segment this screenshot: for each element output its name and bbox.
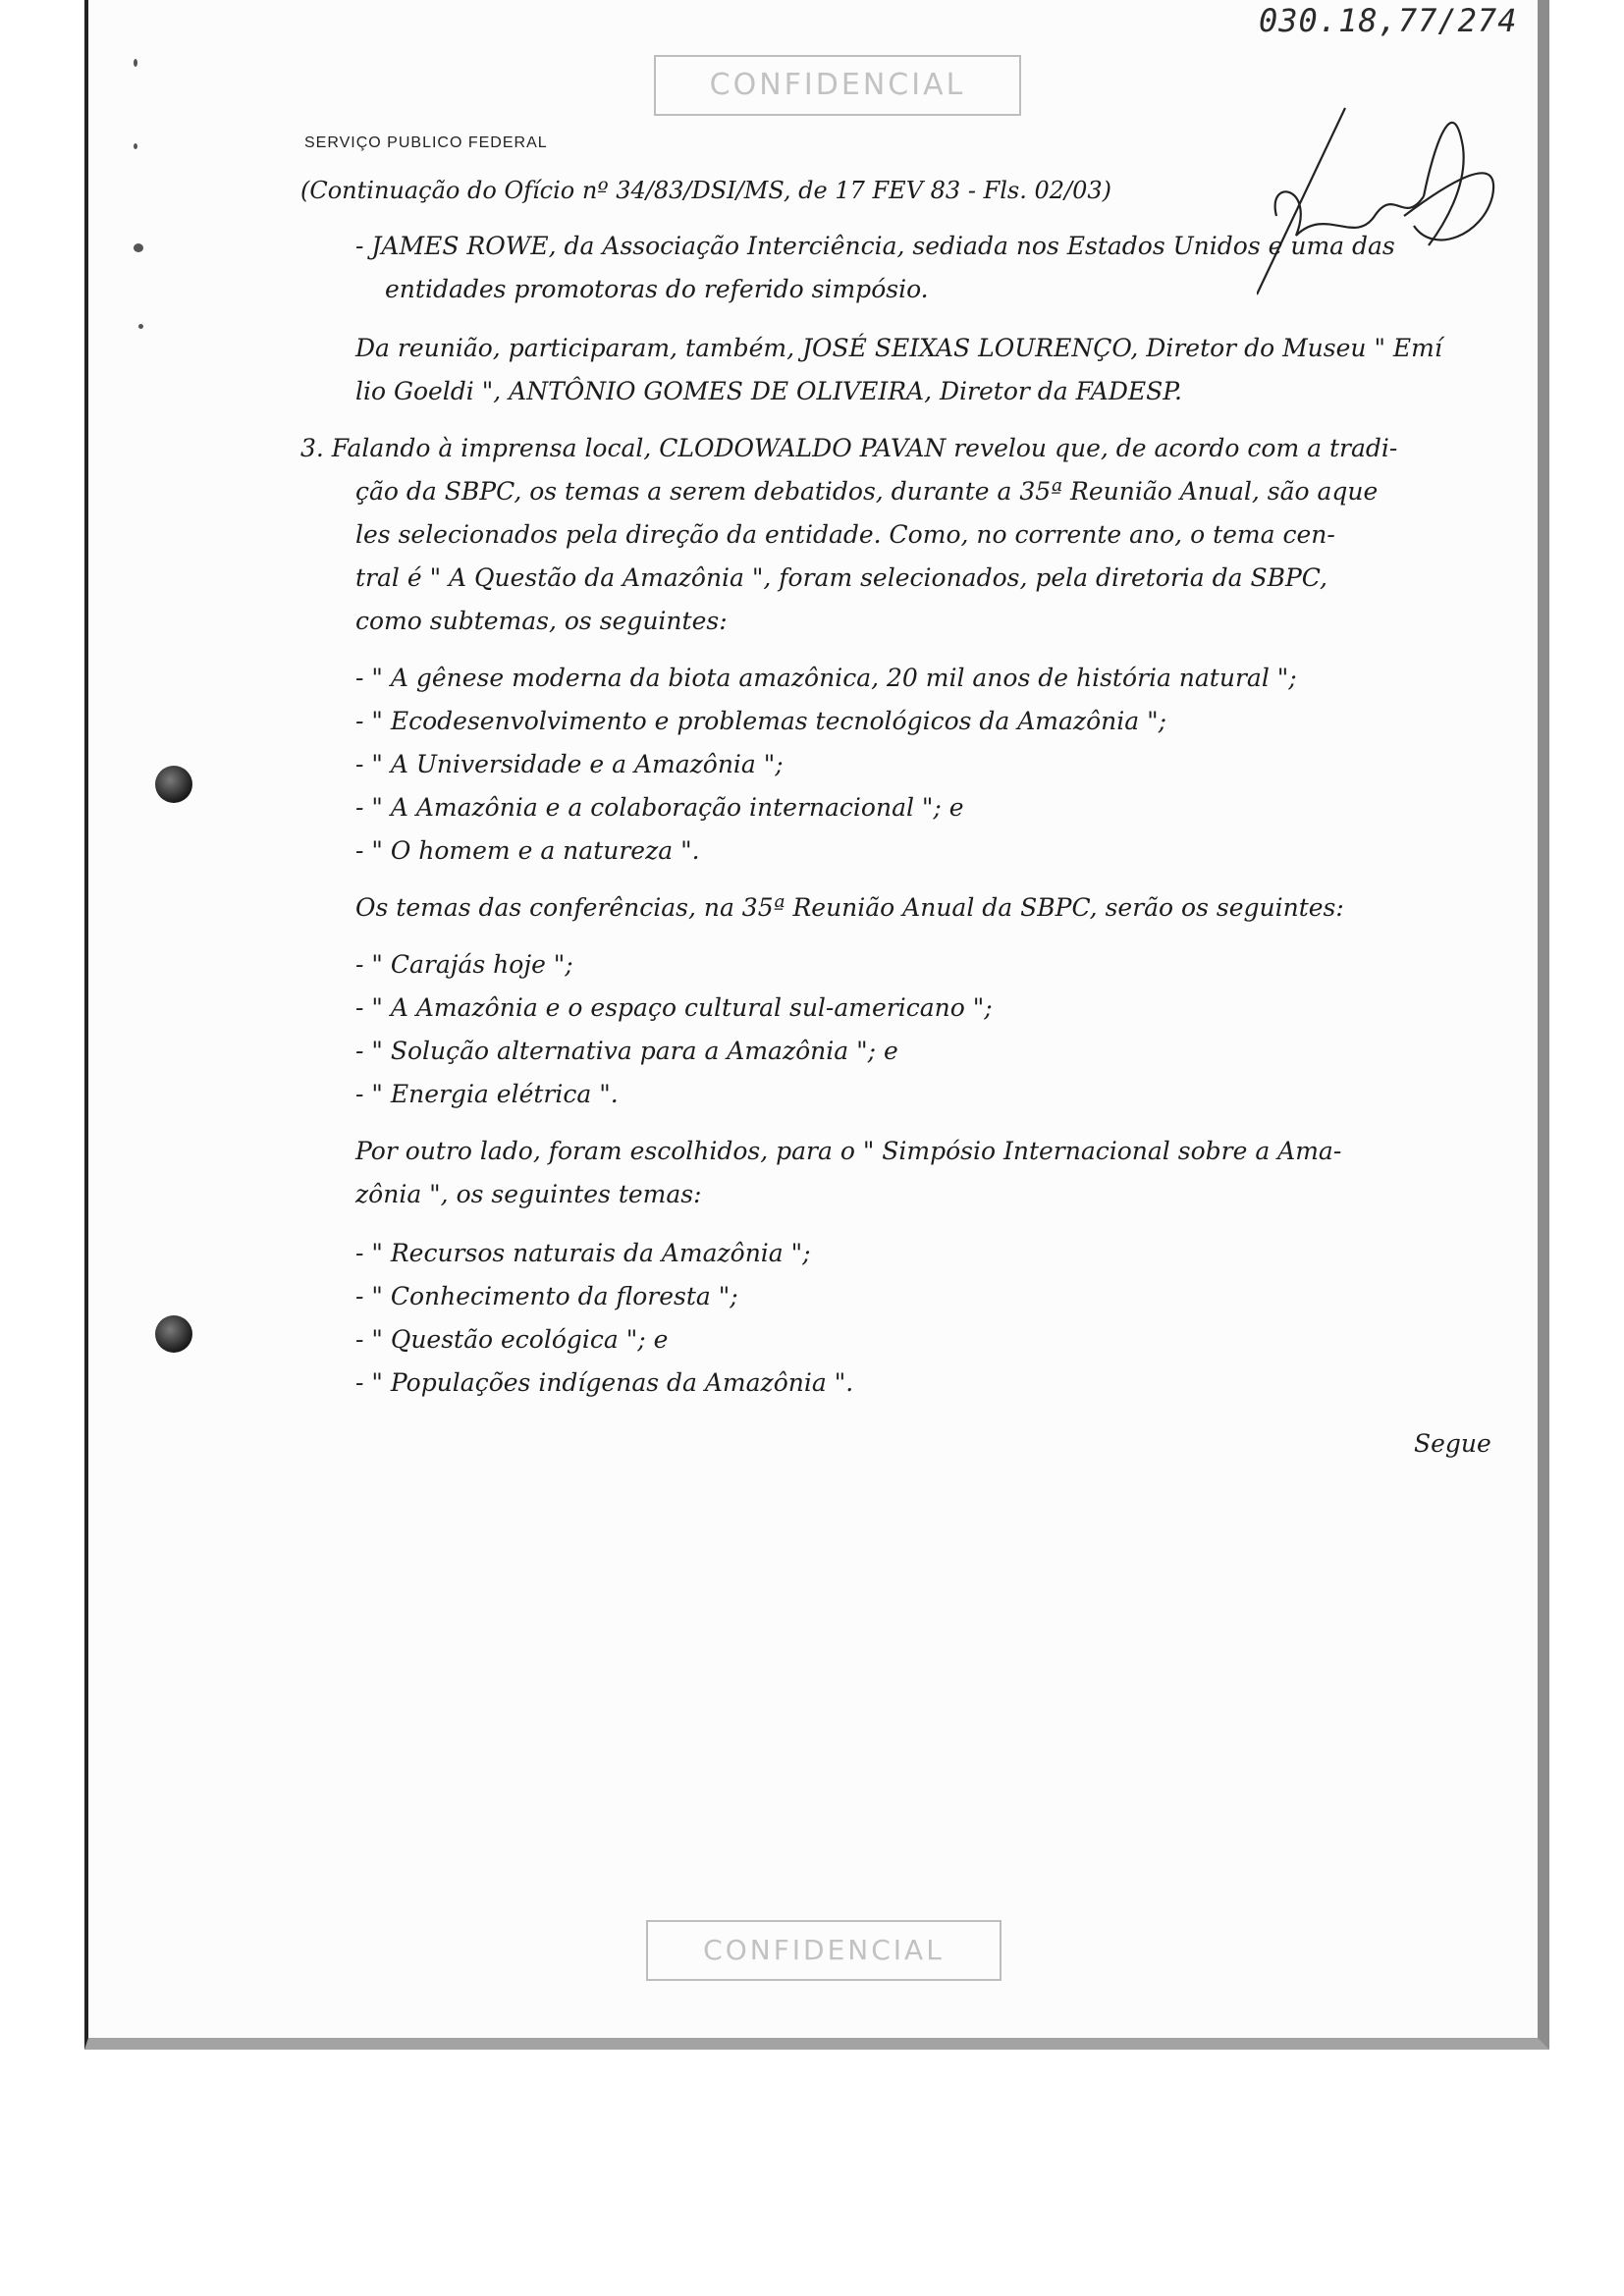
text-line: 3. Falando à imprensa local, CLODOWALDO PAVAN revelou que, de acordo com a tradi- [300,434,1398,462]
text-line: tral é " A Questão da Amazônia ", foram selecionados, pela diretoria da SBPC, [355,563,1327,592]
list-item: - " Energia elétrica ". [355,1080,619,1108]
list-item: - " A gênese moderna da biota amazônica, 20 mil anos de história natural "; [355,664,1297,692]
punch-hole [155,1315,192,1353]
text-line: Os temas das conferências, na 35ª Reunião Anual da SBPC, serão os seguintes: [355,893,1344,922]
margin-mark [134,243,143,252]
list-item: - " Carajás hoje "; [355,950,573,979]
list-item: - " Populações indígenas da Amazônia ". [355,1368,854,1397]
margin-mark [134,59,137,67]
text-line: entidades promotoras do referido simpósio. [385,275,929,303]
margin-mark [134,143,137,149]
text-line: Da reunião, participaram, também, JOSÉ SEIXAS LOURENÇO, Diretor do Museu " Emí [355,334,1442,362]
text-line: les selecionados pela direção da entidade. Como, no corrente ano, o tema cen- [355,520,1335,549]
document-page [84,0,1549,2050]
list-item: - " Ecodesenvolvimento e problemas tecnológicos da Amazônia "; [355,707,1167,735]
agency-header: SERVIÇO PUBLICO FEDERAL [304,134,548,151]
list-item: - " A Amazônia e a colaboração internacional "; e [355,793,964,822]
text-line: ção da SBPC, os temas a serem debatidos, durante a 35ª Reunião Anual, são aque [355,477,1379,506]
text-line: Por outro lado, foram escolhidos, para o " Simpósio Internacional sobre a Ama- [355,1137,1342,1165]
text-line: lio Goeldi ", ANTÔNIO GOMES DE OLIVEIRA, Diretor da FADESP. [355,377,1182,405]
continuation-line: (Continuação do Ofício nº 34/83/DSI/MS, de 17 FEV 83 - Fls. 02/03) [300,177,1111,204]
text-line: zônia ", os seguintes temas: [355,1180,702,1208]
list-item: - " Conhecimento da floresta "; [355,1282,738,1310]
handwritten-reference: 030.18,77/274 [1259,2,1518,39]
footer-segue: Segue [1414,1429,1491,1458]
list-item: - " Recursos naturais da Amazônia "; [355,1239,811,1267]
list-item: - " O homem e a natureza ". [355,836,700,865]
list-item: - " A Amazônia e o espaço cultural sul-americano "; [355,993,993,1022]
list-item: - " Solução alternativa para a Amazônia "; e [355,1037,898,1065]
text-line: - JAMES ROWE, da Associação Interciência, sediada nos Estados Unidos e uma das [355,232,1395,260]
text-line: como subtemas, os seguintes: [355,607,728,635]
list-item: - " A Universidade e a Amazônia "; [355,750,784,778]
punch-hole [155,766,192,803]
confidential-stamp: CONFIDENCIAL [646,1920,1001,1981]
confidential-stamp: CONFIDENCIAL [654,55,1021,116]
list-item: - " Questão ecológica "; e [355,1325,669,1354]
margin-mark [138,324,143,329]
signature [1257,88,1512,304]
